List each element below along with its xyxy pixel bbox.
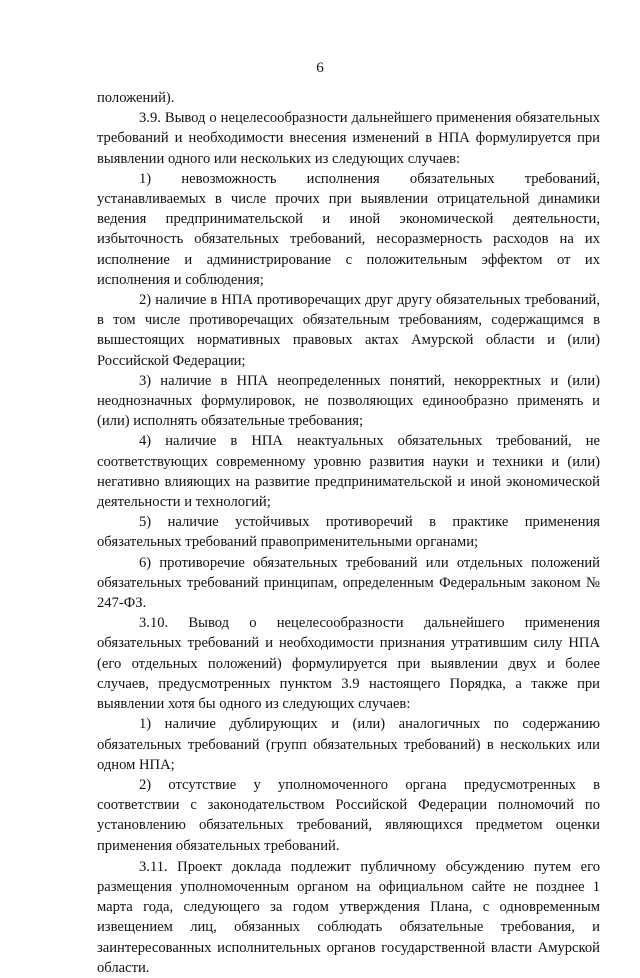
clause-3-9-item-4: 4) наличие в НПА неактуальных обязательных требований, не соответствующих современному уровню развития науки и техники и (или) негативно влияющих на развитие предпринимательской и иной экономической деятельности и технологий;	[97, 433, 600, 511]
document-body	[97, 88, 600, 978]
clause-3-11: 3.11. Проект доклада подлежит публичному обсуждению путем его размещения уполномоченным органом на официальном сайте не позднее 1 марта года, следующего за годом утверждения Плана, с одновременным извещением лиц, обязанных соблюдать обязательные требования, и заинтересованных исполнительных органов государственной власти Амурской области.	[97, 858, 600, 976]
clause-3-10-item-1: 1) наличие дублирующих и (или) аналогичных по содержанию обязательных требований (групп обязательных требований) в нескольких или одном НПА;	[97, 716, 600, 773]
page-number: 6	[316, 60, 324, 76]
clause-3-9: 3.9. Вывод о нецелесообразности дальнейшего применения обязательных требований и необходимости внесения изменений в НПА формулируется при выявлении одного или нескольких из следующих случаев:	[97, 110, 600, 167]
clause-3-9-item-5: 5) наличие устойчивых противоречий в практике применения обязательных требований правоприменительными органами;	[97, 514, 600, 551]
clause-3-9-item-2: 2) наличие в НПА противоречащих друг другу обязательных требований, в том числе противоречащих обязательным требованиям, содержащимся в вышестоящих нормативных правовых актах Амурской области и (или) Российской Федерации;	[97, 292, 600, 369]
continuation-text: положений).	[97, 90, 175, 106]
clause-3-9-item-1: 1) невозможность исполнения обязательных требований, устанавливаемых в числе прочих при выявлении отрицательной динамики ведения предпринимательской и иной экономической деятельности, избыточность обязательных требований, несоразмерность расходов на их исполнение и администрирование с положительным эффектом от их исполнения и соблюдения;	[97, 170, 600, 288]
clause-3-9-item-6: 6) противоречие обязательных требований или отдельных положений обязательных требований принципам, определенным Федеральным законом № 247-ФЗ.	[97, 554, 600, 612]
clause-3-10-item-2: 2) отсутствие у уполномоченного органа предусмотренных в соответствии с законодательством Российской Федерации полномочий по установлению обязательных требований, являющихся предметом оценки применения обязательных требований.	[97, 776, 600, 854]
clause-3-9-item-3: 3) наличие в НПА неопределенных понятий, некорректных и (или) неоднозначных формулировок, не позволяющих единообразно применять и (или) исполнять обязательные требования;	[97, 372, 600, 430]
clause-3-10: 3.10. Вывод о нецелесообразности дальнейшего применения обязательных требований и необходимости признания утратившим силу НПА (его отдельных положений) формулируется при выявлении двух и более случаев, предусмотренных пунктом 3.9 настоящего Порядка, а также при выявлении хотя бы одного из следующих случаев:	[97, 615, 600, 713]
